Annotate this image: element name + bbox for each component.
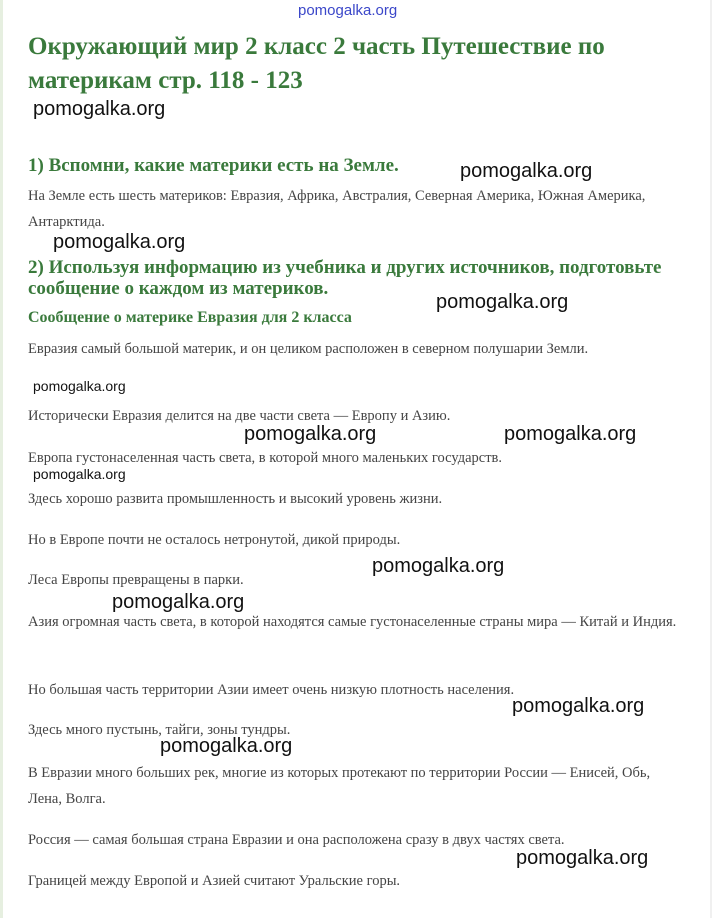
- watermark: pomogalka.org: [53, 231, 186, 253]
- watermark: pomogalka.org: [160, 735, 293, 757]
- left-border: [0, 0, 3, 918]
- question-2-heading: 2) Используя информацию из учебника и других источников, подготовьте сообщение о каждом из материков.: [28, 257, 662, 299]
- paragraph: Евразия самый большой материк, и он целиком расположен в северном полушарии Земли.: [28, 341, 589, 357]
- paragraph: Леса Европы превращены в парки.: [28, 572, 244, 588]
- watermark: pomogalka.org: [372, 555, 505, 577]
- question-1-heading: 1) Вспомни, какие материки есть на Земле.: [28, 155, 399, 176]
- paragraph: Здесь хорошо развита промышленность и высокий уровень жизни.: [28, 491, 443, 507]
- watermark: pomogalka.org: [512, 695, 645, 717]
- watermark-top[interactable]: pomogalka.org: [298, 2, 398, 19]
- paragraph: Но в Европе почти не осталось нетронутой, дикой природы.: [28, 532, 401, 548]
- watermark: pomogalka.org: [33, 378, 126, 394]
- subheading-eurasia: Сообщение о материке Евразия для 2 класса: [28, 309, 352, 326]
- cut-off-heading: [30, 908, 44, 918]
- watermark: pomogalka.org: [112, 591, 245, 613]
- answer-1-text: На Земле есть шесть материков: Евразия, Африка, Австралия, Северная Америка, Южная Америка, Антарктида.: [28, 188, 646, 230]
- watermark: pomogalka.org: [33, 98, 166, 120]
- watermark: pomogalka.org: [436, 291, 569, 313]
- paragraph: Границей между Европой и Азией считают Уральские горы.: [28, 873, 401, 889]
- watermark: pomogalka.org: [33, 466, 126, 482]
- paragraph: Исторически Евразия делится на две части света — Европу и Азию.: [28, 408, 451, 424]
- paragraph: Россия — самая большая страна Евразии и она расположена сразу в двух частях света.: [28, 832, 565, 848]
- watermark: pomogalka.org: [460, 160, 593, 182]
- paragraph: Но большая часть территории Азии имеет очень низкую плотность населения.: [28, 682, 515, 698]
- watermark: pomogalka.org: [516, 847, 649, 869]
- paragraph: В Евразии много больших рек, многие из которых протекают по территории России — Енисей, Обь, Лена, Волга.: [28, 765, 651, 807]
- paragraph: Европа густонаселенная часть света, в которой много маленьких государств.: [28, 450, 503, 466]
- paragraph: Здесь много пустынь, тайги, зоны тундры.: [28, 722, 291, 738]
- watermark: pomogalka.org: [504, 423, 637, 445]
- paragraph: Азия огромная часть света, в которой находятся самые густонаселенные страны мира — Китай и Индия.: [28, 614, 677, 630]
- page-title: Окружающий мир 2 класс 2 часть Путешествие по материкам стр. 118 - 123: [28, 33, 605, 94]
- watermark: pomogalka.org: [244, 423, 377, 445]
